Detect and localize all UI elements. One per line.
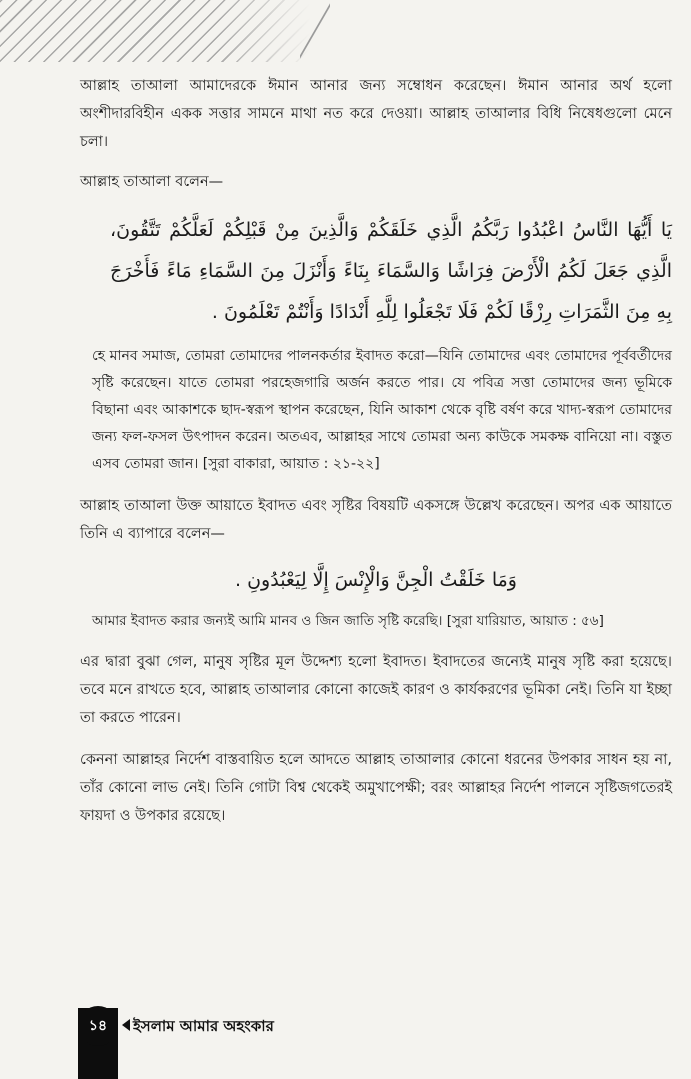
verse-1-arabic: يَا أَيُّهَا النَّاسُ اعْبُدُوا رَبَّكُمُ الَّذِي خَلَقَكُمْ وَالَّذِينَ مِنْ قَبْلِكُمْ لَعَلَّكُمْ تَتَّقُونَ، الَّذِي جَعَلَ لَكُمُ الْأَرْضَ فِرَاشًا وَالسَّمَاءَ بِنَاءً وَأَنْزَلَ مِنَ السَّمَاءِ مَاءً فَأَخْرَجَ بِهِ مِنَ الثَّمَرَاتِ رِزْقًا لَكُمْ فَلَا تَجْعَلُوا لِلَّهِ أَنْدَادًا وَأَنْتُمْ تَعْلَمُونَ .	[110, 219, 672, 323]
final-paragraph: কেননা আল্লাহর নির্দেশ বাস্তবায়িত হলে আদতে আল্লাহ তাআলার কোনো ধরনের উপকার সাধন হয় না, তাঁর কোনো লাভ নেই। তিনি গোটা বিশ্ব থেকেই অমুখাপেক্ষী; বরং আল্লাহর নির্দেশ পালনে সৃষ্টিজগতেরই ফায়দা ও উপকার রয়েছে।	[80, 752, 672, 824]
conclusion-paragraph: এর দ্বারা বুঝা গেল, মানুষ সৃষ্টির মূল উদ্দেশ্য হলো ইবাদত। ইবাদতের জন্যেই মানুষ সৃষ্টি করা হয়েছে। তবে মনে রাখতে হবে, আল্লাহ তাআলার কোনো কাজেই কারণ ও কার্যকরণের ভূমিকা নেই। তিনি যা ইচ্ছা তা করতে পারেন।	[80, 654, 672, 726]
page-body	[80, 72, 672, 830]
verse-2-arabic: وَمَا خَلَقْتُ الْجِنَّ وَالْإِنْسَ إِلَّا لِيَعْبُدُونِ .	[235, 569, 517, 591]
intro-paragraph: আল্লাহ তাআলা আমাদেরকে ঈমান আনার জন্য সম্বোধন করেছেন। ঈমান আনার অর্থ হলো অংশীদারবিহীন একক সত্তার সামনে মাথা নত করে দেওয়া। আল্লাহ তাআলার বিধি নিষেধগুলো মেনে চলা।	[80, 78, 672, 150]
corner-hatch-decoration	[0, 0, 310, 62]
book-title: ইসলাম আমার অহংকার	[133, 1017, 274, 1035]
quote-lead-1: আল্লাহ তাআলা বলেন—	[80, 174, 224, 190]
verse-1-translation: হে মানব সমাজ, তোমরা তোমাদের পালনকর্তার ইবাদত করো—যিনি তোমাদের এবং তোমাদের পূর্ববর্তীদের সৃষ্টি করেছেন। যাতে তোমরা পরহেজগারি অর্জন করতে পার। যে পবিত্র সত্তা তোমাদের জন্য ভূমিকে বিছানা এবং আকাশকে ছাদ-স্বরূপ স্থাপন করেছেন, যিনি আকাশ থেকে বৃষ্টি বর্ষণ করে খাদ্য-স্বরূপ তোমাদের জন্য ফল-ফসল উৎপাদন করেন। অতএব, আল্লাহর সাথে তোমরা অন্য কাউকে সমকক্ষ বানিয়ো না। বস্তুত এসব তোমরা জান। [সুরা বাকারা, আয়াত : ২১-২২]	[92, 348, 672, 472]
corner-hatch-edge	[300, 0, 330, 62]
verse-2-translation: আমার ইবাদত করার জন্যই আমি মানব ও জিন জাতি সৃষ্টি করেছি। [সুরা যারিয়াত, আয়াত : ৫৬]	[92, 613, 604, 629]
arrow-left-icon	[122, 1019, 130, 1031]
bridge-paragraph: আল্লাহ তাআলা উক্ত আয়াতে ইবাদত এবং সৃষ্টির বিষয়টি একসঙ্গে উল্লেখ করেছেন। অপর এক আয়াতে তিনি এ ব্যাপারে বলেন—	[80, 498, 672, 542]
page-number: ১৪	[78, 1006, 118, 1046]
